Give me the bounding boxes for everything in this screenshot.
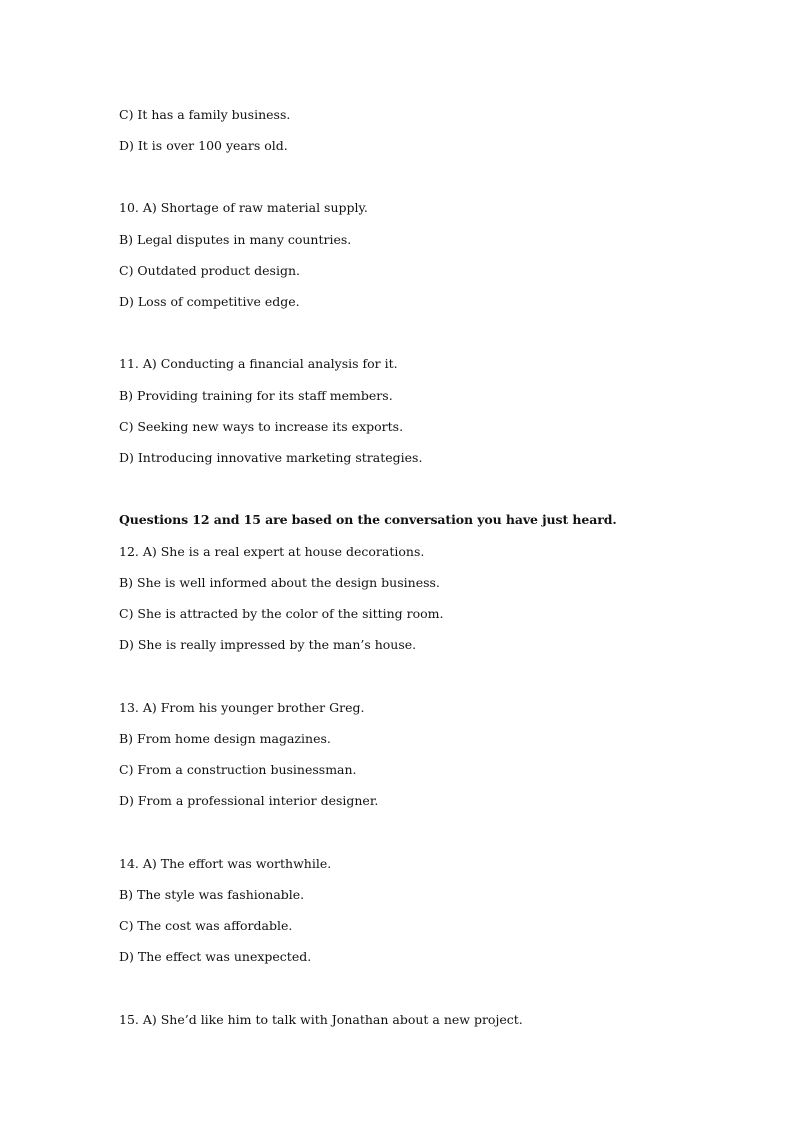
q13-option-b: B) From home design magazines. bbox=[119, 731, 331, 746]
q13-option-c: C) From a construction businessman. bbox=[119, 762, 357, 777]
q13-option-d: D) From a professional interior designer. bbox=[119, 793, 379, 808]
q14-option-b: B) The style was fashionable. bbox=[119, 887, 305, 902]
q10-option-d: D) Loss of competitive edge. bbox=[119, 294, 300, 309]
q12-option-c: C) She is attracted by the color of the sitting room. bbox=[119, 606, 444, 621]
q10-option-c: C) Outdated product design. bbox=[119, 263, 300, 278]
q11-option-b: B) Providing training for its staff members. bbox=[119, 388, 393, 403]
q11-option-d: D) Introducing innovative marketing strategies. bbox=[119, 450, 423, 465]
q12-option-d: D) She is really impressed by the man’s house. bbox=[119, 637, 417, 652]
q14-option-d: D) The effect was unexpected. bbox=[119, 949, 312, 964]
q10-option-b: B) Legal disputes in many countries. bbox=[119, 232, 352, 247]
q14-option-a: 14. A) The effort was worthwhile. bbox=[119, 856, 332, 871]
q12-option-a: 12. A) She is a real expert at house decorations. bbox=[119, 544, 425, 559]
q9-option-d: D) It is over 100 years old. bbox=[119, 138, 288, 153]
q13-option-a: 13. A) From his younger brother Greg. bbox=[119, 700, 365, 715]
q12-option-b: B) She is well informed about the design business. bbox=[119, 575, 440, 590]
q9-option-c: C) It has a family business. bbox=[119, 107, 291, 122]
q11-option-a: 11. A) Conducting a financial analysis for it. bbox=[119, 356, 398, 371]
q11-option-c: C) Seeking new ways to increase its exports. bbox=[119, 419, 404, 434]
q14-option-c: C) The cost was affordable. bbox=[119, 918, 293, 933]
section-heading: Questions 12 and 15 are based on the conversation you have just heard. bbox=[119, 512, 617, 527]
q15-option-a: 15. A) She’d like him to talk with Jonathan about a new project. bbox=[119, 1012, 523, 1027]
q10-option-a: 10. A) Shortage of raw material supply. bbox=[119, 200, 368, 215]
